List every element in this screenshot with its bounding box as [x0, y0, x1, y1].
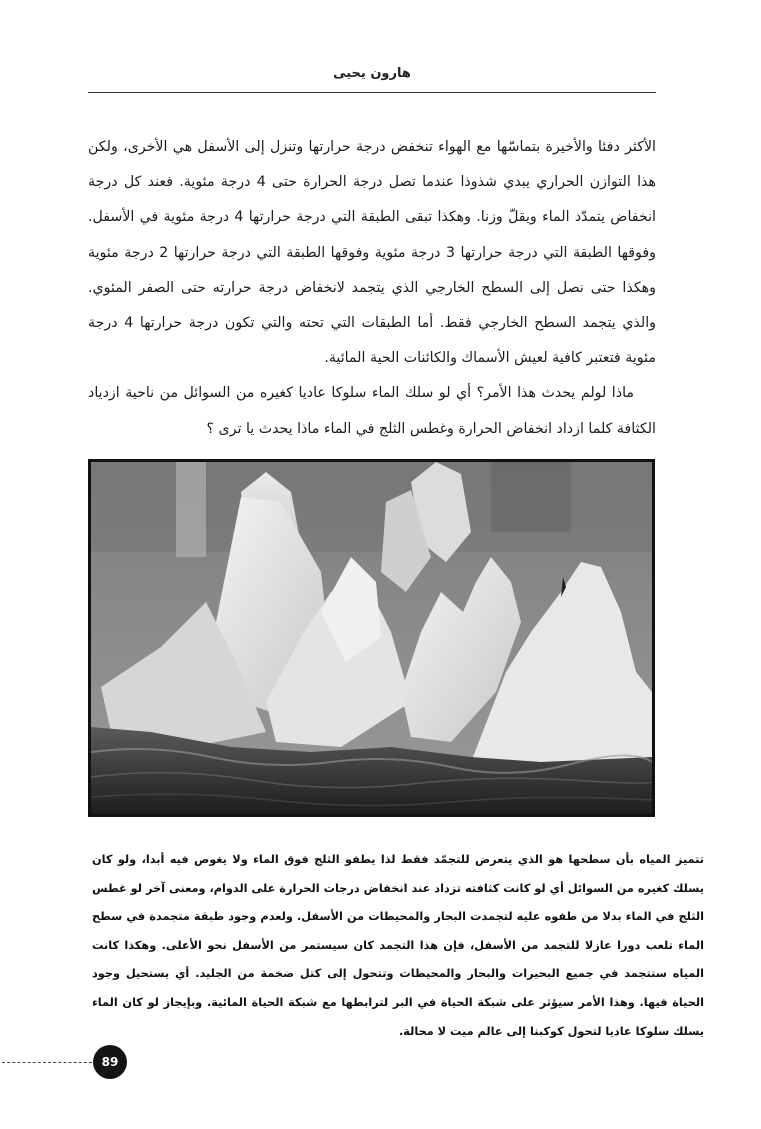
- iceberg-image: [91, 462, 652, 814]
- header-rule: [88, 92, 656, 93]
- body-text: [88, 130, 656, 447]
- footer-dashed-line: [2, 1062, 92, 1063]
- running-header-author: هارون يحيى: [333, 66, 411, 81]
- body-paragraph-2: ماذا لولم يحدث هذا الأمر؟ أي لو سلك الماء سلوكا عاديا كغيره من السوائل من ناحية ازدياد الكثافة كلما ازداد انخفاض الحرارة وغطس الثلج في الماء ماذا يحدث يا ترى ؟: [88, 385, 656, 437]
- iceberg-photo: [88, 459, 655, 817]
- photo-caption: تتميز المياه بأن سطحها هو الذي يتعرض للتجمّد فقط لذا يطفو الثلج فوق الماء ولا يغوص فيه أبدا، ولو كان يسلك كغيره من السوائل أي لو كانت كثافته تزداد عند انخفاض درجات الحرارة على الدوام، ومعنى آخر لو غطس الثلج في الماء بدلا من طفوه عليه لتجمدت البحار والمحيطات من الأسفل. ولعدم وجود طبقة متجمدة في سطح الماء تلعب دورا عازلا للتجمد من الأسفل، فإن هذا التجمد كان سيستمر من الأسفل نحو الأعلى. وهكذا كانت المياه ستتجمد في جميع البحيرات والبحار والمحيطات وتتحول إلى كتل ضخمة من الجليد. أي يستحيل وجود الحياة فيها. وهذا الأمر سيؤثر على شبكة الحياة في البر لترابطها مع شبكة الحياة المائية. وبإيجاز لو كان الماء يسلك سلوكا عاديا لتحول كوكبنا إلى عالم ميت لا محالة.: [92, 853, 704, 1038]
- page-number-badge: 89: [93, 1045, 127, 1079]
- body-paragraph-1: الأكثر دفئا والأخيرة بتماسّها مع الهواء تنخفض درجة حرارتها وتنزل إلى الأسفل هي الأخرى، ولكن هذا التوازن الحراري يبدي شذوذا عندما تصل درجة الحرارة حتى 4 درجة مئوية. فعند كل درجة انخفاض يتمدّد الماء ويقلّ وزنا. وهكذا تبقى الطبقة التي درجة حرارتها 4 درجة مئوية في الأسفل. وفوقها الطبقة التي درجة حرارتها 3 درجة مئوية وفوقها الطبقة التي درجة حرارتها 2 درجة مئوية وهكذا حتى نصل إلى السطح الخارجي الذي يتجمد لانخفاض درجة حرارته حتى الصفر المئوي. والذي يتجمد السطح الخارجي فقط. أما الطبقات التي تحته والتي تكون درجة حرارتها 4 درجة مئوية فتعتبر كافية لعيش الأسماك والكائنات الحية المائية.: [88, 139, 656, 367]
